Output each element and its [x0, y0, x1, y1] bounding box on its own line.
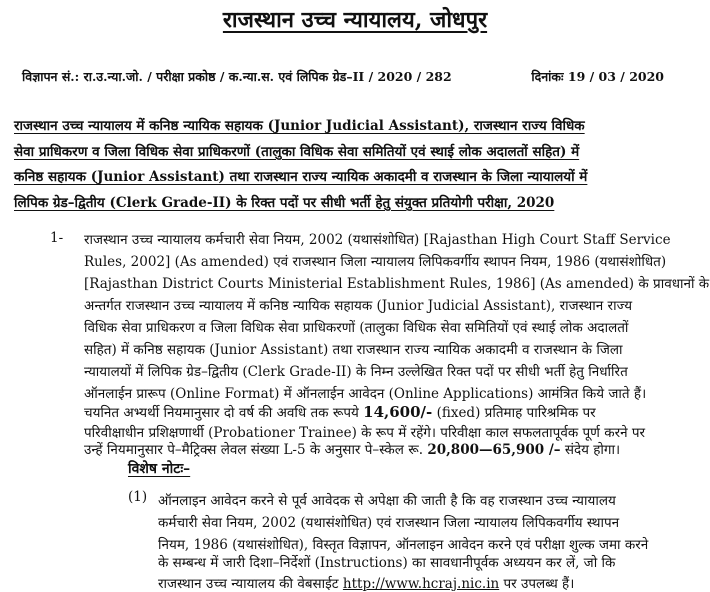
stipend-text-end: (fixed) प्रतिमाह पारिश्रमिक पर: [436, 405, 596, 421]
subject-line-4: लिपिक ग्रेड–द्वितीय (Clerk Grade-II) के रिक्त पदों पर सीधी भर्ती हेतु संयुक्त प्रतियोगी परीक्षा, 2020: [14, 195, 555, 211]
note-line-website: [158, 574, 574, 592]
stipend-amount: 14,600/-: [363, 403, 433, 421]
paragraph-line: ऑनलाईन प्रारूप (Online Format) में ऑनलाईन आवेदन (Online Applications) आमंत्रित किये जाते हैं।: [84, 386, 647, 402]
subject-line-2: सेवा प्राधिकरण व जिला विधिक सेवा प्राधिकरणों (तालुका विधिक सेवा समितियों एवं स्थाई लोक अदालतों सहित) में: [14, 144, 580, 160]
advertisement-date: दिनांकः 19 / 03 / 2020: [531, 69, 664, 84]
special-note-title: विशेष नोटः–: [128, 461, 191, 477]
pay-scale-amount: 20,800—65,900 /–: [427, 442, 561, 458]
paragraph-line: विधिक सेवा प्राधिकरण व जिला विधिक सेवा प्राधिकरणों (तालुका विधिक सेवा समितियों एवं स्थाई लोक अदालतों: [84, 320, 629, 336]
website-text-end: पर उपलब्ध हैं।: [503, 576, 575, 592]
stipend-text-start: चयनित अभ्यर्थी नियमानुसार दो वर्ष की अवधि तक रूपये: [84, 405, 359, 421]
paragraph-number: 1-: [50, 230, 64, 246]
paragraph-line: [Rajasthan District Courts Ministerial Establishment Rules, 1986] (As amended) के प्रावधानों के: [84, 276, 710, 292]
pay-scale-text-start: उन्हें नियमानुसार पे–मैट्रिक्स लेवल संख्या L-5 के अनुसार पे–स्केल रू.: [84, 442, 424, 458]
paragraph-line: राजस्थान उच्च न्यायालय कर्मचारी सेवा नियम, 2002 (यथासंशोधित) [Rajasthan High Court Staff Service: [84, 232, 671, 248]
note-line: कर्मचारी सेवा नियम, 2002 (यथासंशोधित) एवं राजस्थान जिला न्यायालय लिपिकवर्गीय स्थापन: [158, 515, 620, 531]
note-number: (1): [128, 489, 148, 505]
subject-line-1: राजस्थान उच्च न्यायालय में कनिष्ठ न्यायिक सहायक (Junior Judicial Assistant), राजस्थान राज्य विधिक: [14, 118, 585, 134]
advertisement-reference: विज्ञापन सं.: रा.उ.न्या.जो. / परीक्षा प्रकोष्ठ / क.न्या.स. एवं लिपिक ग्रेड–II / 2020 / 282: [22, 69, 452, 84]
paragraph-line-pay-scale: [84, 440, 620, 458]
note-line: नियम, 1986 (यथासंशोधित), विस्तृत विज्ञापन, ऑनलाइन आवेदन करने एवं परीक्षा शुल्क जमा करने: [158, 537, 649, 553]
paragraph-line-stipend: [84, 403, 596, 421]
paragraph-line: Rules, 2002] (As amended) एवं राजस्थान जिला न्यायालय लिपिकवर्गीय स्थापन नियम, 1986 (यथासंशोधित): [84, 254, 667, 270]
note-line: ऑनलाइन आवेदन करने से पूर्व आवेदक से अपेक्षा की जाती है कि वह राजस्थान उच्च न्यायालय: [158, 493, 616, 509]
subject-line-3: कनिष्ठ सहायक (Junior Assistant) तथा राजस्थान राज्य न्यायिक अकादमी व राजस्थान के जिला न्यायालयों में: [14, 169, 588, 185]
pay-scale-text-end: संदेय होगा।: [564, 442, 621, 458]
page-title: राजस्थान उच्च न्यायालय, जोधपुर: [222, 7, 488, 33]
website-link[interactable]: http://www.hcraj.nic.in: [342, 576, 500, 592]
website-text-start: राजस्थान उच्च न्यायालय की वेबसाईट: [158, 576, 339, 592]
paragraph-line: अन्तर्गत राजस्थान उच्च न्यायालय में कनिष्ठ न्यायिक सहायक (Junior Judicial Assistant), राजस्थान राज्य: [84, 298, 633, 314]
note-line: के सम्बन्ध में जारी दिशा–निर्देशों (Instructions) का सावधानीपूर्वक अध्ययन कर लें, जो कि: [158, 555, 616, 571]
paragraph-line: सहित) में कनिष्ठ सहायक (Junior Assistant) तथा राजस्थान राज्य न्यायिक अकादमी व राजस्थान के जिला: [84, 342, 623, 358]
paragraph-line: परिवीक्षाधीन प्रशिक्षणार्थी (Probationer Trainee) के रूप में रहेंगे। परिवीक्षा काल सफलतापूर्वक पूर्ण करने पर: [84, 425, 646, 441]
paragraph-line: न्यायालयों में लिपिक ग्रेड–द्वितीय (Clerk Grade-II) के निम्न उल्लेखित रिक्त पदों पर सीधी भर्ती हेतु निर्धारित: [84, 364, 628, 380]
